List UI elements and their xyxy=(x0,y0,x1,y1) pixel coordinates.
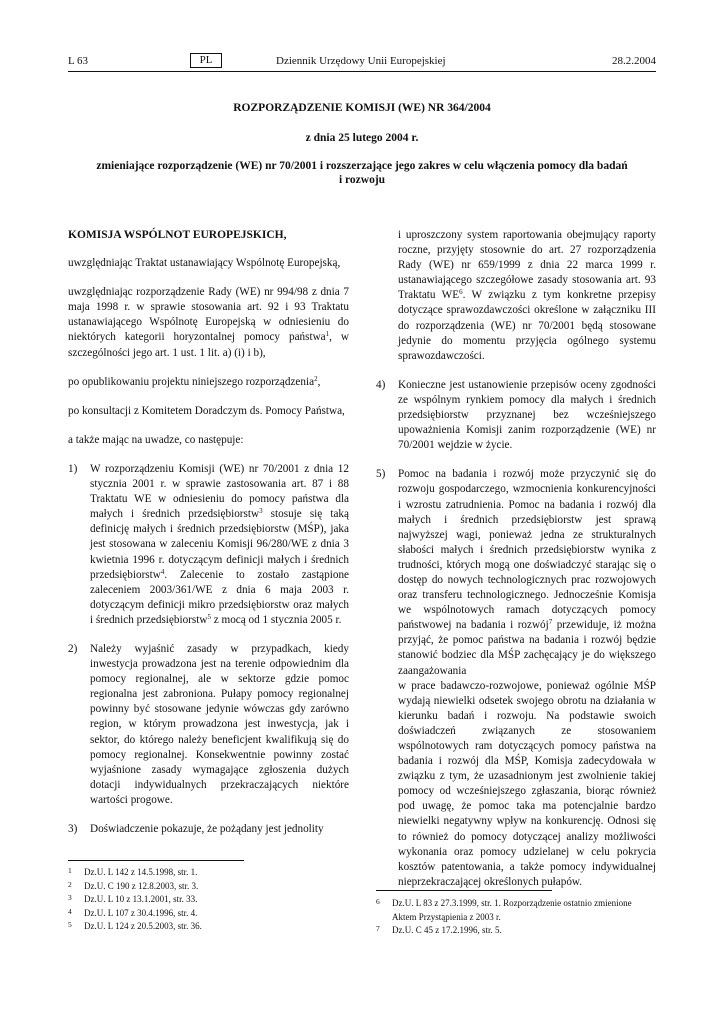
footnote-ref-2[interactable]: 2 xyxy=(314,374,318,383)
footnote-marker: 3 xyxy=(68,893,72,903)
recital-1-text-d: z mocą od 1 stycznia 2005 r. xyxy=(210,613,342,626)
footnote-rule-right xyxy=(376,890,552,891)
citation-publication-text: po opublikowaniu projektu niniejszego rozporządzenia xyxy=(68,375,315,388)
footnotes-right xyxy=(376,897,656,938)
footnotes-left xyxy=(68,866,349,934)
recital-1-text-c: . Zalecenie to zostało zastąpione zaleceniem 2003/361/WE z dnia 6 maja 2003 r. dotyczącym definicji mikro przedsiębiorstw oraz małych i średnich przedsiębiorstw xyxy=(90,568,349,626)
recital-3-text-cont-a: i uproszczony system raportowania obejmujący raporty roczne, przyjęty stosownie do art. 27 rozporządzenia Rady (WE) nr 659/1999 z dnia 22 marca 1999 r. ustanawiającego szczegółowe zasady stosowania art. 93 Traktatu WE xyxy=(398,229,656,302)
footnote-2 xyxy=(68,880,349,894)
recital-1-text-b: stosuje się taką definicję małych i średnich przedsiębiorstw (MŚP), jaka jest stosowana w zaleceniu Komisji 96/280/WE z dnia 3 kwietnia 1996 r. dotyczącym definicji małych i średnich przedsiębiorstw xyxy=(90,508,349,581)
recital-number: 4) xyxy=(376,378,386,391)
journal-title: Dziennik Urzędowy Unii Europejskiej xyxy=(276,55,446,67)
recital-4 xyxy=(376,378,656,453)
recital-number: 2) xyxy=(68,642,78,655)
footnote-text: Dz.U. L 142 z 14.5.1998, str. 1. xyxy=(84,867,198,877)
footnote-6 xyxy=(376,897,656,924)
footnote-text: Dz.U. C 190 z 12.8.2003, str. 3. xyxy=(84,880,199,891)
footnote-5 xyxy=(68,920,349,934)
footnote-4 xyxy=(68,907,349,921)
recital-1 xyxy=(68,462,349,628)
page-number: L 63 xyxy=(68,55,89,67)
footnote-text: Dz.U. L 83 z 27.3.1999, str. 1. Rozporządzenie ostatnio zmienione Aktem Przystąpienia z 2003 r. xyxy=(392,898,632,922)
footnote-3 xyxy=(68,893,349,907)
footnote-ref-1[interactable]: 1 xyxy=(325,330,330,339)
footnote-ref-3[interactable]: 3 xyxy=(259,507,263,516)
citation-council-regulation xyxy=(68,285,349,360)
regulation-subject-line2: i rozwoju xyxy=(338,174,386,186)
footnote-text: Dz.U. C 45 z 17.2.1996, str. 5. xyxy=(392,925,502,936)
left-column xyxy=(68,228,349,851)
regulation-title: ROZPORZĄDZENIE KOMISJI (WE) NR 364/2004 xyxy=(233,102,491,114)
citation-treaty: uwzględniając Traktat ustanawiający Wspólnotę Europejską, xyxy=(68,257,341,270)
footnote-ref-5[interactable]: 5 xyxy=(207,612,211,621)
footnote-marker: 5 xyxy=(68,920,72,930)
recital-3-text: Doświadczenie pokazuje, że pożądany jest jednolity xyxy=(90,823,324,835)
footnote-marker: 4 xyxy=(68,906,72,916)
footnote-ref-6[interactable]: 6 xyxy=(459,288,463,297)
header-rule xyxy=(68,71,656,72)
citation-publication xyxy=(68,375,349,390)
citation-council-regulation-text: uwzględniając rozporządzenie Rady (WE) nr 994/98 z dnia 7 maja 1998 r. w sprawie stosowania art. 92 i 93 Traktatu ustanawiającego Wspólnotę Europejską w odniesieniu do niektórych kategorii horyzontalnej pomocy państwa xyxy=(68,286,349,344)
footnote-text: Dz.U. L 124 z 20.5.2003, str. 36. xyxy=(84,921,202,932)
recital-3 xyxy=(68,822,349,837)
recital-number: 3) xyxy=(68,823,78,835)
citation-consultation: po konsultacji z Komitetem Doradczym ds. Pomocy Państwa, xyxy=(68,404,345,417)
footnote-1 xyxy=(68,866,349,880)
recital-number: 1) xyxy=(68,462,78,475)
recital-5-text-c: w prace badawczo-rozwojowe, ponieważ ogólnie MŚP wydają niewielki odsetek swojego obrotu na działania w kierunku badań i rozwoju. Na podstawie swoich doświadczeń związanych ze stosowaniem wspólnotowych ram dotyczących pomocy państwa na badania i rozwój dla MŚP, Komisja zadecydowała w związku z tym, że uzasadnionym jest zwolnienie takiej pomocy od wcześniejszego zgłaszania, biorąc również pod uwagę, że pomoc taka ma potencjalnie bardzo niewielki negatywny wpływ na konkurencję. Odnosi się to również do pomocy dotyczącej analizy możliwości wykonania oraz pomocy udzielanej w celu pokrycia kosztów patentowania, a także pomocy indywidualnej nieprzekraczającej określonych pułapów. xyxy=(398,679,656,888)
recitals-intro: a także mając na uwadze, co następuje: xyxy=(68,433,244,446)
recital-5 xyxy=(376,467,656,890)
recital-3-text-cont-b: . W związku z tym konkretne przepisy dotyczące sprawozdawczości określone w załączniku III do rozporządzenia (WE) nr 70/2001 będą stosowane jedynie do momentu przyjęcia ogólnego systemu sprawozdawczości. xyxy=(398,289,656,362)
footnote-text: Dz.U. L 107 z 30.4.1996, str. 4. xyxy=(84,907,198,918)
language-badge: PL xyxy=(190,53,222,68)
recital-number: 5) xyxy=(376,468,386,481)
recital-4-text: Konieczne jest ustanowienie przepisów oceny zgodności ze wspólnym rynkiem pomocy dla małych i średnich przedsiębiorstw przyznanej bez wcześniejszego upoważnienia Komisji zanim rozporządzenie (WE) nr 70/2001 wejdzie w życie. xyxy=(398,378,656,452)
citation-council-regulation-tail: , w szczególności jego art. 1 ust. 1 lit. a) (i) i b), xyxy=(68,331,349,359)
footnote-marker: 7 xyxy=(376,924,380,934)
issue-date: 28.2.2004 xyxy=(612,55,656,67)
recital-2 xyxy=(68,642,349,808)
recital-5-text-b: przewiduje, iż można przyjąć, że pomoc państwa na badania i rozwój będzie stanowić bodziec dla MŚP zachęcający je do większego zaangażowania xyxy=(398,619,657,677)
regulation-subject xyxy=(68,159,656,187)
regulation-date: z dnia 25 lutego 2004 r. xyxy=(305,132,419,144)
recital-1-text-a: W rozporządzeniu Komisji (WE) nr 70/2001 z dnia 12 stycznia 2001 r. w sprawie zastosowania art. 87 i 88 Traktatu WE w odniesieniu do pomocy państwa dla małych i średnich przedsiębiorstw xyxy=(90,462,349,521)
citation-publication-tail: , xyxy=(317,375,321,388)
commission-heading: KOMISJA WSPÓLNOT EUROPEJSKICH, xyxy=(68,229,287,241)
footnote-ref-4[interactable]: 4 xyxy=(160,567,165,576)
recital-3-continued xyxy=(376,228,656,364)
regulation-subject-line1: zmieniające rozporządzenie (WE) nr 70/2001 i rozszerzające jego zakres w celu włączenia pomocy dla badań xyxy=(96,160,628,172)
recital-2-text: Należy wyjaśnić zasady w przypadkach, kiedy inwestycja prowadzona jest na terenie odpowiednim dla pomocy regionalnej, ale w sektorze gdzie pomoc regionalna jest zabroniona. Pułapy pomocy regionalnej powinny być stosowane jedynie wówczas gdy zarówno region, w którym prowadzona jest inwestycja, jak i sektor, do którego należy beneficjent kwalifikują się do pomocy regionalnej. Konsekwentnie powinny zostać wyjaśnione zasady wymagające zgłoszenia dużych dotacji indywidualnych przekraczających niektóre wartości progowe. xyxy=(90,642,349,806)
footnote-7 xyxy=(376,924,656,938)
right-column xyxy=(376,228,656,904)
footnote-text: Dz.U. L 10 z 13.1.2001, str. 33. xyxy=(84,894,198,905)
footnote-marker: 1 xyxy=(68,866,72,875)
footnote-rule-left xyxy=(68,860,244,861)
footnote-marker: 2 xyxy=(68,879,72,889)
footnote-marker: 6 xyxy=(376,897,380,906)
recital-5-text-a: Pomoc na badania i rozwój może przyczynić się do rozwoju gospodarczego, wzmocnienia konkurencyjności i wzrostu zatrudnienia. Pomoc na badania i rozwój dla małych i średnich przedsiębiorstw jest sprawą najwyższej wagi, ponieważ jedna ze strukturalnych słabości małych i średnich przedsiębiorstw wynika z trudności, których mogą one doświadczyć starając się o dostęp do nowych technologicznych prac rozwojowych oraz transferu technologicznego. Jednocześnie Komisja we wspólnotowych ramach dotyczących pomocy państwowej na badania i rozwój xyxy=(398,468,656,632)
footnote-ref-7[interactable]: 7 xyxy=(548,618,553,627)
